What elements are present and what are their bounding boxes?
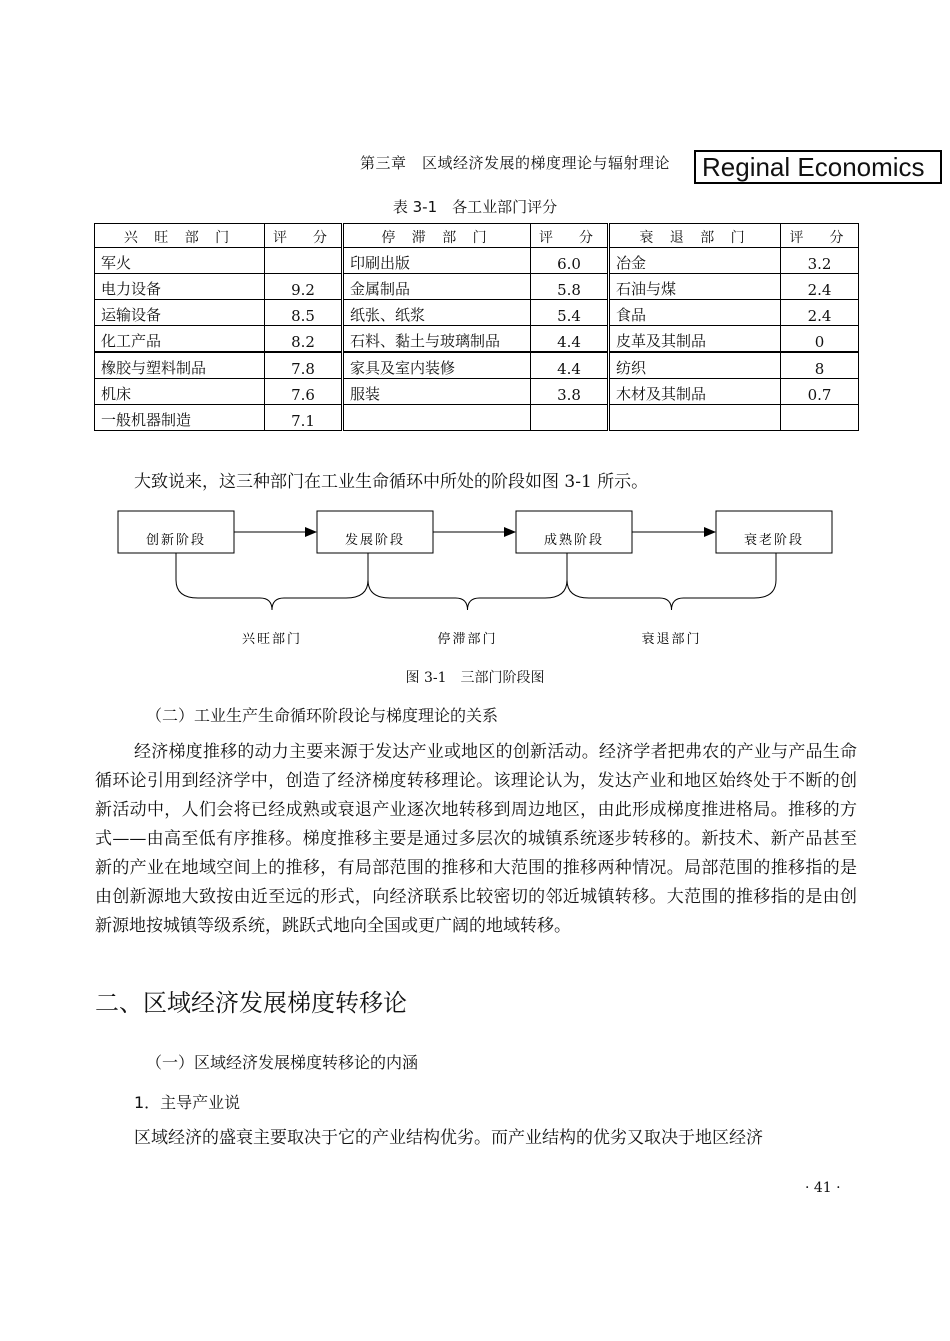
score-cell: 5.4 <box>531 300 609 326</box>
col-header-declining: 衰 退 部 门 <box>609 224 781 248</box>
stage-box <box>516 511 632 553</box>
stage-box <box>118 511 234 553</box>
score-cell: 4.4 <box>531 326 609 353</box>
sector-cell: 运输设备 <box>95 300 265 326</box>
score-cell: 0.7 <box>781 379 859 405</box>
sector-cell: 家具及室内装修 <box>343 352 531 379</box>
col-header-score: 评 分 <box>531 224 609 248</box>
item-heading: 1．主导产业说 <box>134 1093 241 1112</box>
table-header-row <box>95 224 859 248</box>
score-cell: 5.8 <box>531 274 609 300</box>
stage-label: 衰老阶段 <box>743 533 805 548</box>
intro-sentence: 大致说来，这三种部门在工业生命循环中所处的阶段如图 3-1 所示。 <box>134 472 649 492</box>
score-cell: 8.2 <box>265 326 343 353</box>
score-cell: 0 <box>781 326 859 353</box>
sector-cell <box>343 405 531 431</box>
stage-label: 成熟阶段 <box>543 533 605 548</box>
score-cell <box>265 248 343 274</box>
sector-cell: 皮革及其制品 <box>609 326 781 353</box>
page-number: · 41 · <box>805 1180 841 1196</box>
sector-cell: 石油与煤 <box>609 274 781 300</box>
score-cell <box>531 405 609 431</box>
score-cell: 2.4 <box>781 300 859 326</box>
sector-cell: 橡胶与塑料制品 <box>95 352 265 379</box>
score-cell: 3.2 <box>781 248 859 274</box>
sector-cell: 服装 <box>343 379 531 405</box>
score-cell: 2.4 <box>781 274 859 300</box>
score-cell: 8 <box>781 352 859 379</box>
group-label: 兴旺部门 <box>241 632 303 647</box>
body-paragraph: 区域经济的盛衰主要取决于它的产业结构优劣。而产业结构的优劣又取决于地区经济 <box>134 1128 763 1148</box>
group-label: 衰退部门 <box>641 632 702 647</box>
table-row <box>95 326 859 353</box>
sector-cell: 石料、黏土与玻璃制品 <box>343 326 531 353</box>
sector-cell: 冶金 <box>609 248 781 274</box>
col-header-stagnant: 停 滞 部 门 <box>343 224 531 248</box>
subsection-heading: （一）区域经济发展梯度转移论的内涵 <box>146 1053 419 1072</box>
sector-cell <box>609 405 781 431</box>
stage-box <box>716 511 832 553</box>
group-brace <box>176 553 368 610</box>
sector-cell: 食品 <box>609 300 781 326</box>
sector-cell: 一般机器制造 <box>95 405 265 431</box>
sector-cell: 印刷出版 <box>343 248 531 274</box>
table-row <box>95 300 859 326</box>
table-row <box>95 248 859 274</box>
sector-cell: 机床 <box>95 379 265 405</box>
sector-cell: 军火 <box>95 248 265 274</box>
stage-label: 创新阶段 <box>145 533 207 548</box>
sector-cell: 纸张、纸浆 <box>343 300 531 326</box>
sector-cell: 木材及其制品 <box>609 379 781 405</box>
stage-label: 发展阶段 <box>344 533 406 548</box>
score-cell: 7.6 <box>265 379 343 405</box>
stage-box <box>317 511 433 553</box>
sector-cell: 纺织 <box>609 352 781 379</box>
group-brace <box>368 553 567 610</box>
group-label: 停滞部门 <box>437 632 498 647</box>
sector-cell: 电力设备 <box>95 274 265 300</box>
table-row <box>95 405 859 431</box>
book-label: Reginal Economics <box>694 150 942 184</box>
col-header-score: 评 分 <box>265 224 343 248</box>
col-header-prosperous: 兴 旺 部 门 <box>95 224 265 248</box>
sector-cell: 化工产品 <box>95 326 265 353</box>
table-row <box>95 352 859 379</box>
sector-cell: 金属制品 <box>343 274 531 300</box>
group-brace <box>567 553 776 610</box>
body-paragraph: 经济梯度推移的动力主要来源于发达产业或地区的创新活动。经济学者把弗农的产业与产品生命循环论引用到经济学中，创造了经济梯度转移理论。该理论认为，发达产业和地区始终处于不断的创新活动中，人们会将已经成熟或衰退产业逐次地转移到周边地区，由此形成梯度推进格局。推移的方式——由高至低有序推移。梯度推移主要是通过多层次的城镇系统逐步转移的。新技术、新产品甚至新的产业在地域空间上的推移，有局部范围的推移和大范围的推移两种情况。局部范围的推移指的是由创新源地大致按由近至远的形式，向经济联系比较密切的邻近城镇转移。大范围的推移指的是由创新源地按城镇等级系统，跳跃式地向全国或更广阔的地域转移。 <box>95 742 857 936</box>
stage-diagram <box>0 500 950 665</box>
figure-caption: 图 3-1 三部门阶段图 <box>405 670 545 686</box>
chapter-header: 第三章 区域经济发展的梯度理论与辐射理论 <box>360 154 671 172</box>
col-header-score: 评 分 <box>781 224 859 248</box>
section-heading: 二、区域经济发展梯度转移论 <box>95 989 407 1017</box>
subsection-heading: （二）工业生产生命循环阶段论与梯度理论的关系 <box>146 706 499 725</box>
score-cell: 9.2 <box>265 274 343 300</box>
score-cell: 6.0 <box>531 248 609 274</box>
table-row <box>95 379 859 405</box>
industry-score-table <box>94 223 859 431</box>
score-cell <box>781 405 859 431</box>
table-row <box>95 274 859 300</box>
score-cell: 3.8 <box>531 379 609 405</box>
table-title: 表 3-1 各工业部门评分 <box>392 198 558 216</box>
score-cell: 7.8 <box>265 352 343 379</box>
score-cell: 8.5 <box>265 300 343 326</box>
score-cell: 7.1 <box>265 405 343 431</box>
score-cell: 4.4 <box>531 352 609 379</box>
